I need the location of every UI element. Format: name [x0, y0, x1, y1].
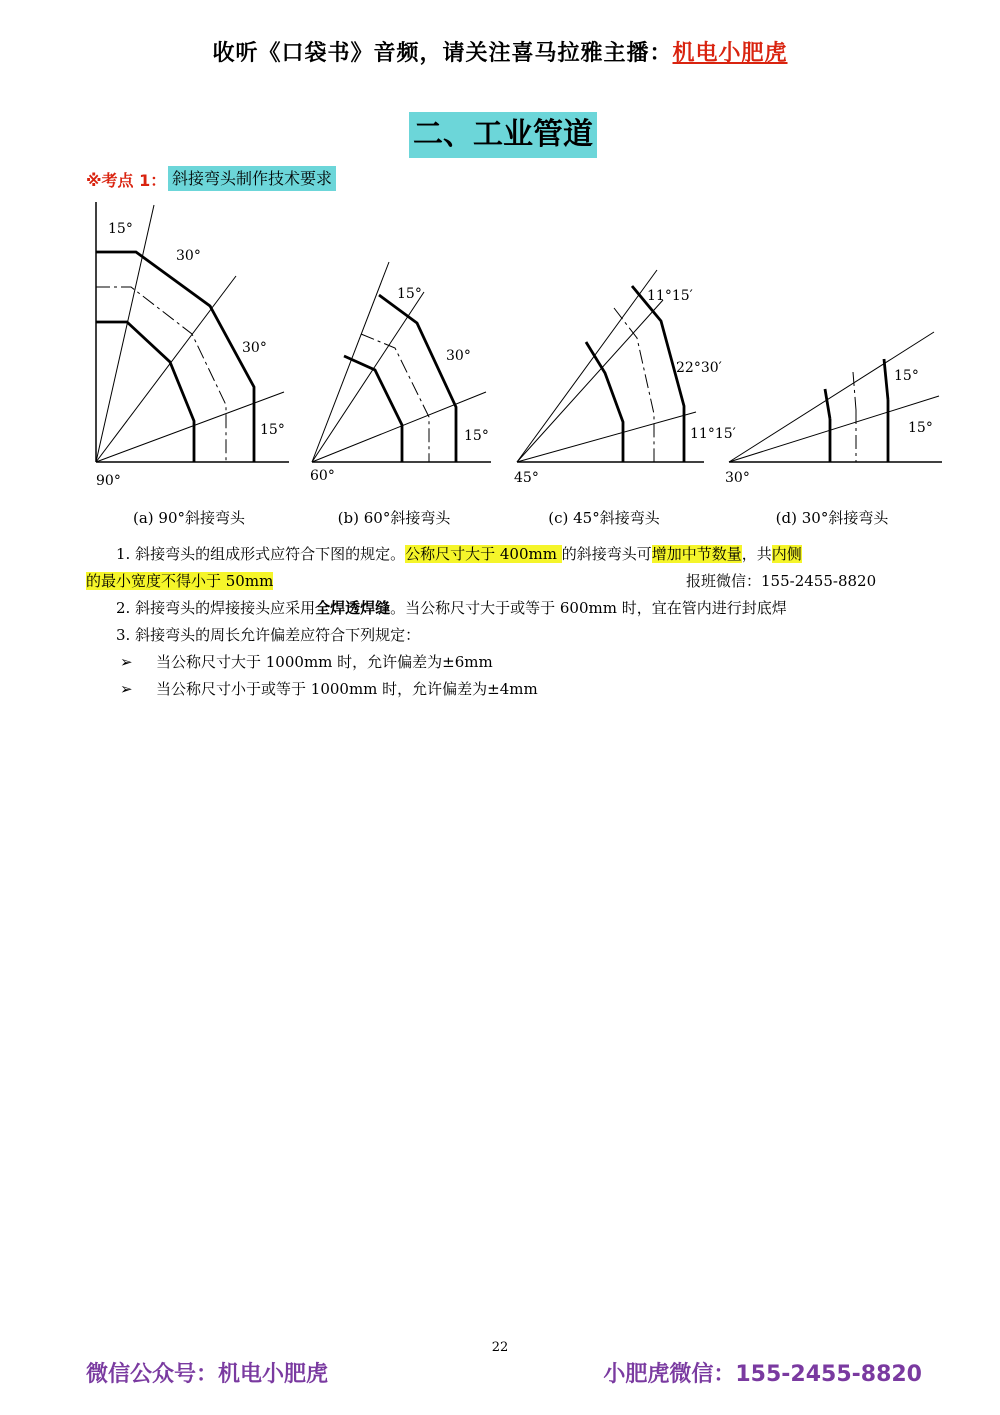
footer-wechat-account: 微信公众号：机电小肥虎 — [86, 1362, 329, 1387]
host-link[interactable]: 机电小肥虎 — [672, 41, 788, 66]
angle-label: 15° — [464, 428, 489, 444]
angle-label: 15° — [108, 221, 133, 237]
corner-label: 30° — [725, 470, 750, 486]
miter-elbow-diagrams — [84, 200, 954, 540]
footer-wechat-contact: 小肥虎微信：155-2455-8820 — [603, 1362, 922, 1387]
angle-label: 15° — [894, 368, 919, 384]
bullet-item: ➢ 当公称尺寸小于或等于 1000mm 时，允许偏差为±4mm — [90, 676, 930, 703]
highlight: 公称尺寸大于 400mm — [405, 545, 562, 563]
angle-label: 11°15′ — [647, 288, 693, 304]
contact-text: 报班微信：155-2455-8820 — [686, 572, 877, 590]
paragraph-1: 1. 斜接弯头的组成形式应符合下图的规定。公称尺寸大于 400mm 的斜接弯头可增加中节数量，共内侧 — [116, 545, 802, 563]
keypoint-label: ※考点 1： — [86, 171, 167, 190]
figure-caption: (d) 30°斜接弯头 — [775, 509, 889, 527]
angle-label: 30° — [446, 348, 471, 364]
figure-caption: (c) 45°斜接弯头 — [548, 509, 660, 527]
page-number: 22 — [491, 1340, 509, 1355]
paragraph-3: 3. 斜接弯头的周长允许偏差应符合下列规定： — [116, 626, 421, 644]
corner-label: 45° — [514, 470, 539, 486]
angle-label: 30° — [176, 248, 201, 264]
angle-label: 15° — [260, 422, 285, 438]
angle-label: 22°30′ — [676, 360, 722, 376]
keypoint-title: 斜接弯头制作技术要求 — [168, 166, 336, 191]
bullet-item: ➢ 当公称尺寸大于 1000mm 时，允许偏差为±6mm — [90, 649, 930, 676]
highlight: 的最小宽度不得小于 50mm — [86, 572, 274, 590]
arrow-bullet-icon: ➢ — [120, 653, 133, 671]
header-banner — [0, 36, 1000, 67]
section-title: 二、工业管道 — [409, 112, 597, 158]
arrow-bullet-icon: ➢ — [120, 680, 133, 698]
paragraph-2: 2. 斜接弯头的焊接接头应采用全焊透焊缝。当公称尺寸大于或等于 600mm 时，宜在管内进行封底焊 — [116, 599, 787, 617]
figure-caption: (a) 90°斜接弯头 — [132, 509, 246, 527]
corner-label: 90° — [96, 473, 121, 489]
highlight: 内侧 — [771, 545, 802, 563]
angle-label: 15° — [908, 420, 933, 436]
angle-label: 15° — [397, 286, 422, 302]
corner-label: 60° — [310, 468, 335, 484]
diagram-30 — [729, 332, 942, 462]
angle-label: 30° — [242, 340, 267, 356]
angle-label: 11°15′ — [690, 426, 736, 442]
highlight: 增加中节数量 — [651, 545, 742, 563]
figure-caption: (b) 60°斜接弯头 — [337, 509, 451, 527]
banner-text: 收听《口袋书》音频，请关注喜马拉雅主播： — [212, 41, 673, 66]
